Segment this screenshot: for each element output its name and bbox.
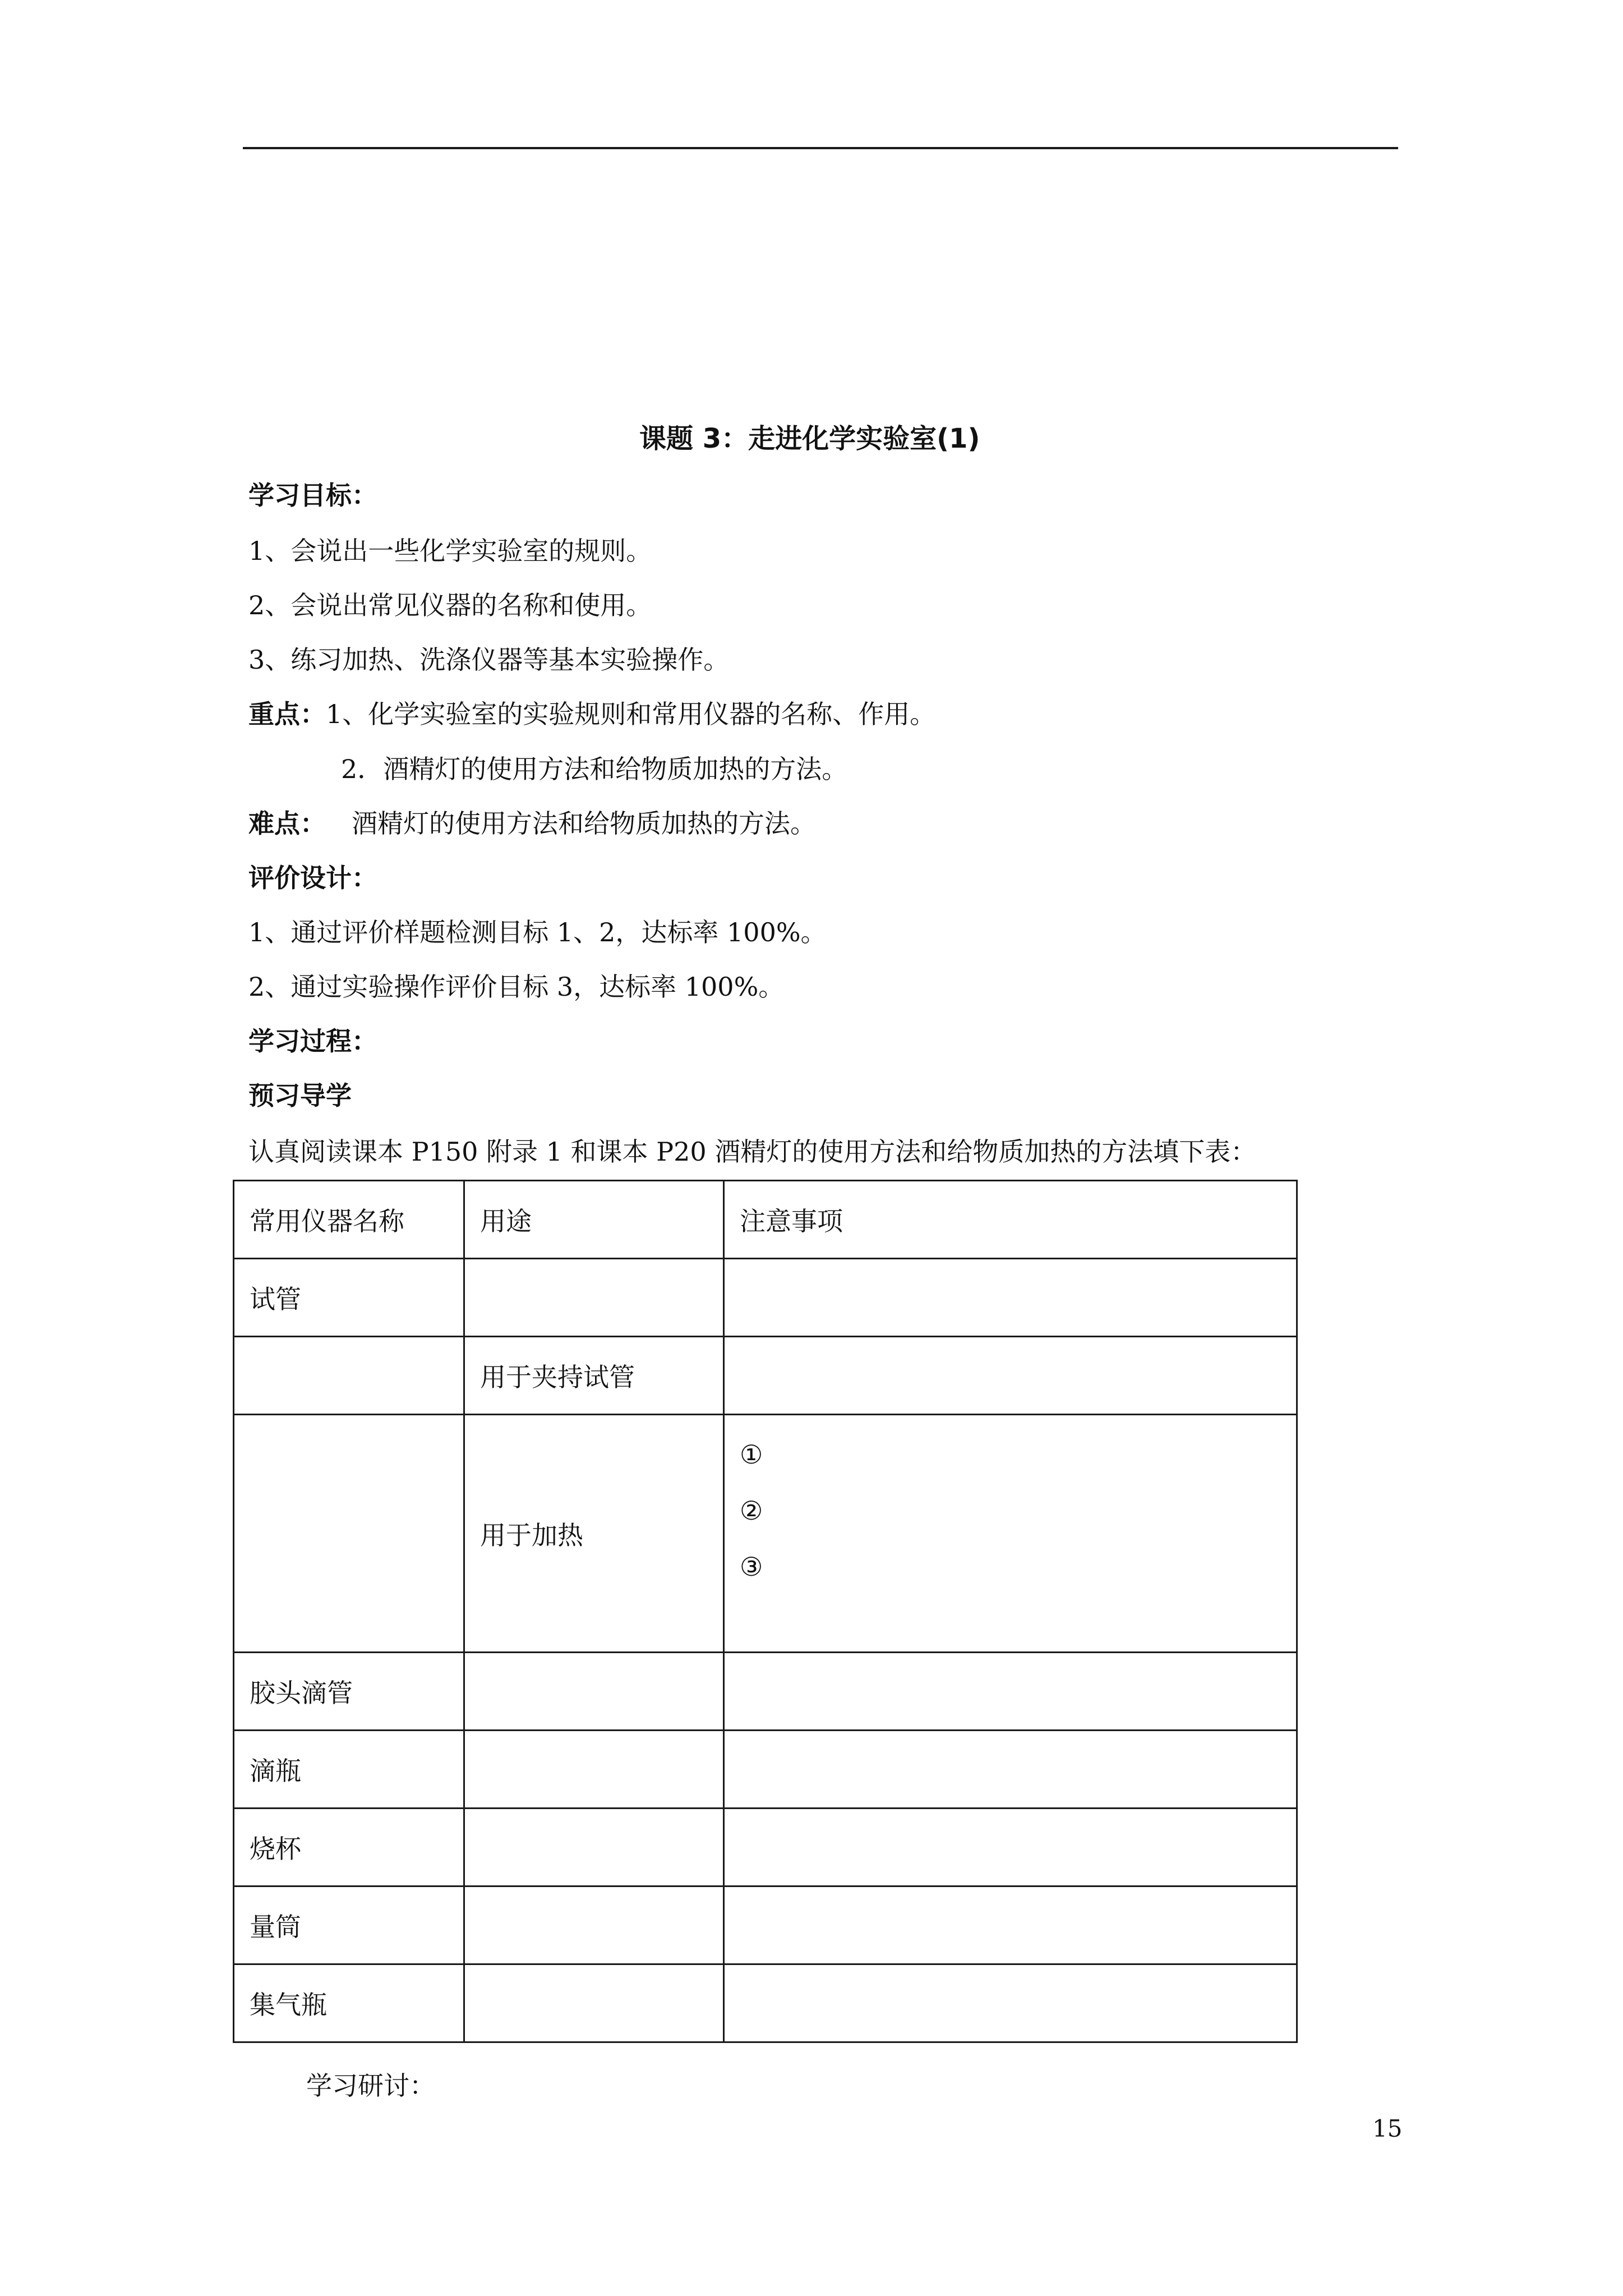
table-cell [724,1964,1297,2042]
process-heading: 学习过程： [248,1026,377,1056]
table-row [234,1337,1297,1415]
header-rule [243,147,1398,149]
page-title: 课题 3：走进化学实验室(1) [639,423,980,454]
instruction-text: 认真阅读课本 P150 附录 1 和课本 P20 酒精灯的使用方法和给物质加热的方法填下表： [248,1137,1257,1167]
key-points-label: 重点： [248,699,326,729]
table-cell [464,1809,724,1887]
table-header-cell: 常用仪器名称 [234,1181,464,1259]
difficulty-label: 难点： [248,808,326,839]
difficulty-text: 酒精灯的使用方法和给物质加热的方法。 [352,808,816,839]
table-row [234,1887,1297,1964]
evaluation-item: 2、通过实验操作评价目标 3，达标率 100%。 [248,972,785,1002]
table-header-row [234,1181,1297,1259]
discussion-heading: 学习研讨： [306,2070,435,2101]
table-cell [724,1887,1297,1964]
table-cell: 烧杯 [234,1809,464,1887]
table-row [234,1415,1297,1653]
table-cell: 用于夹持试管 [464,1337,724,1415]
table-cell: 集气瓶 [234,1964,464,2042]
preview-heading: 预习导学 [248,1080,352,1111]
table-cell [464,1653,724,1731]
table-row [234,1964,1297,2042]
table-cell [464,1964,724,2042]
table-cell: 用于加热 [464,1415,724,1653]
table-cell [724,1731,1297,1809]
table-row [234,1653,1297,1731]
page-number: 15 [1372,2115,1403,2142]
circled-marker-2: ② [740,1496,763,1526]
table-row [234,1809,1297,1887]
table-header-cell: 用途 [464,1181,724,1259]
table-cell [724,1653,1297,1731]
objective-item: 3、练习加热、洗涤仪器等基本实验操作。 [248,645,730,675]
table-cell [464,1259,724,1337]
key-points-line-1 [248,697,935,731]
objective-item: 1、会说出一些化学实验室的规则。 [248,536,652,566]
key-point-item: 1、化学实验室的实验规则和常用仪器的名称、作用。 [326,699,936,729]
notes-cell [724,1415,1297,1653]
instrument-table [233,1180,1298,2043]
table-row [234,1731,1297,1809]
objectives-heading: 学习目标： [248,480,377,510]
table-cell: 量筒 [234,1887,464,1964]
table-cell [234,1337,464,1415]
table-cell: 试管 [234,1259,464,1337]
table-cell [464,1731,724,1809]
key-point-item: 2．酒精灯的使用方法和给物质加热的方法。 [341,754,848,784]
table-cell [234,1415,464,1653]
table-cell: 滴瓶 [234,1731,464,1809]
table-cell [724,1337,1297,1415]
difficulty-line [248,807,816,840]
evaluation-item: 1、通过评价样题检测目标 1、2，达标率 100%。 [248,917,827,947]
objective-item: 2、会说出常见仪器的名称和使用。 [248,590,652,620]
table-cell [724,1259,1297,1337]
circled-marker-3: ③ [740,1552,763,1582]
table-cell: 胶头滴管 [234,1653,464,1731]
table-cell [724,1809,1297,1887]
circled-marker-1: ① [740,1439,763,1470]
table-row [234,1259,1297,1337]
evaluation-heading: 评价设计： [248,863,377,893]
table-header-cell: 注意事项 [724,1181,1297,1259]
table-cell [464,1887,724,1964]
